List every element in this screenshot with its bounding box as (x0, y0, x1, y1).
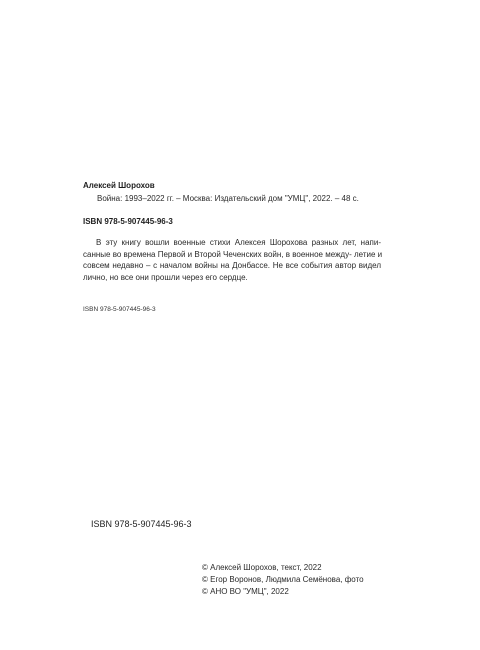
copyright-line: © Егор Воронов, Людмила Семёнова, фото (202, 575, 364, 584)
isbn-bold: ISBN 978-5-907445-96-3 (83, 217, 173, 226)
isbn-large: ISBN 978-5-907445-96-3 (91, 519, 192, 529)
copyright-block (202, 562, 364, 598)
abstract-line: санные во времена Первой и Второй Чеченских войн, в военное между- летие и (83, 249, 383, 259)
isbn-small: ISBN 978-5-907445-96-3 (83, 306, 156, 313)
abstract-line: лично, но все они прошли через его сердце. (83, 272, 248, 282)
author-name: Алексей Шорохов (83, 181, 155, 190)
bibliographic-description: Война: 1993–2022 гг. – Москва: Издательский дом "УМЦ", 2022. – 48 с. (97, 194, 359, 203)
copyright-line: © АНО ВО "УМЦ", 2022 (202, 587, 289, 596)
copyright-line: © Алексей Шорохов, текст, 2022 (202, 563, 322, 572)
abstract-line: В эту книгу вошли военные стихи Алексея Шорохова разных лет, напи- (96, 238, 381, 247)
abstract-line: совсем недавно – с началом войны на Донбассе. Не все события автор видел (83, 261, 381, 270)
abstract (83, 237, 381, 283)
